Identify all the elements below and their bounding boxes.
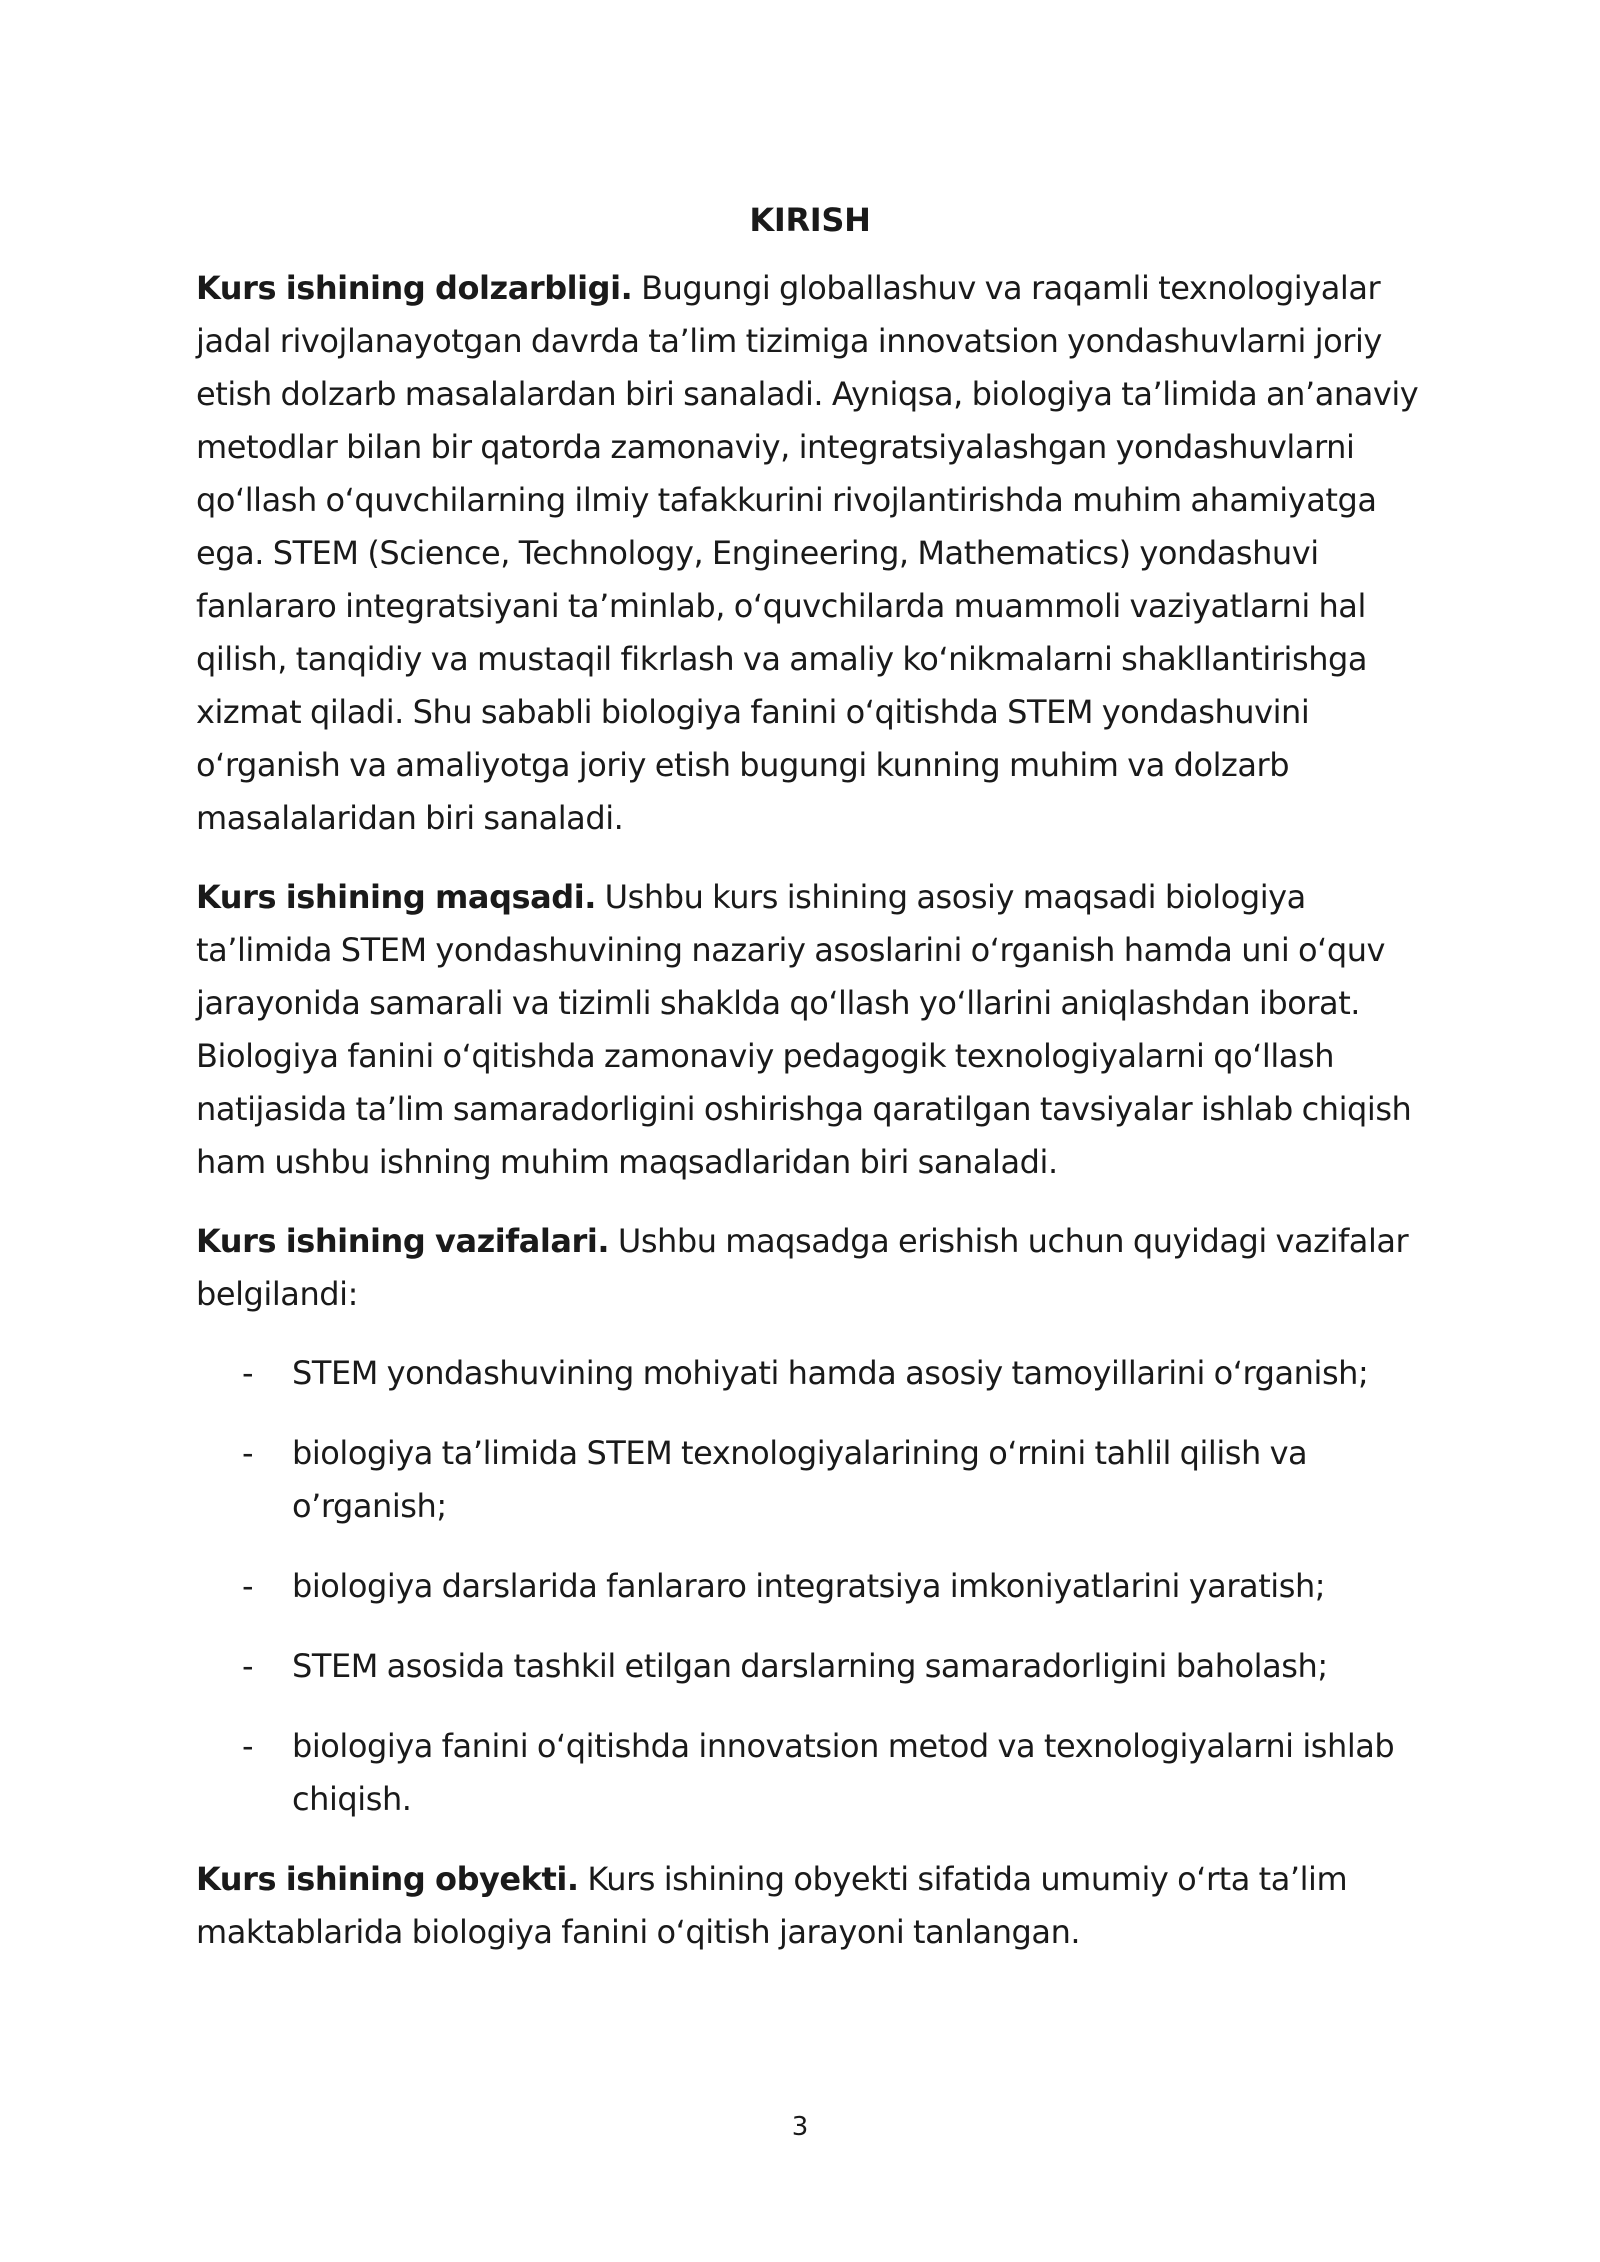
goal-text: Ushbu kurs ishining asosiy maqsadi biologiya ta’limida STEM yondashuvining nazariy asoslarini o‘rganish hamda uni o‘quv jarayonida samarali va tizimli shaklda qo‘llash yo‘llarini aniqlashdan iborat. Biologiya fanini o‘qitishda zamonaviy pedagogik texnologiyalarni qo‘llash natijasida ta’lim samaradorligini oshirishga qaratilgan tavsiyalar ishlab chiqish ham ushbu ishning muhim maqsadlaridan biri sanaladi. (196, 878, 1412, 1181)
list-dash: - (242, 1647, 254, 1685)
list-item-text: biologiya ta’limida STEM texnologiyalarining o‘rnini tahlil qilish va o’rganish; (292, 1434, 1308, 1525)
list-item (196, 1560, 1424, 1613)
list-item (196, 1347, 1424, 1400)
list-dash: - (242, 1567, 254, 1605)
list-item-text: STEM asosida tashkil etilgan darslarning samaradorligini baholash; (292, 1647, 1328, 1685)
list-dash: - (242, 1434, 254, 1472)
list-item-text: STEM yondashuvining mohiyati hamda asosiy tamoyillarini o‘rganish; (292, 1354, 1369, 1392)
list-dash: - (242, 1354, 254, 1392)
list-item (196, 1640, 1424, 1693)
tasks-intro-text: Ushbu maqsadga erishish uchun quyidagi vazifalar belgilandi: (196, 1222, 1409, 1313)
page-number: 3 (791, 2112, 809, 2142)
list-dash: - (242, 1727, 254, 1765)
list-item (196, 1427, 1424, 1533)
relevance-paragraph (196, 262, 1424, 845)
object-label: Kurs ishining obyekti. (196, 1860, 579, 1898)
tasks-paragraph (196, 1215, 1424, 1321)
object-text: Kurs ishining obyekti sifatida umumiy o‘rta ta’lim maktablarida biologiya fanini o‘qitish jarayoni tanlangan. (196, 1860, 1348, 1951)
relevance-label: Kurs ishining dolzarbligi. (196, 269, 633, 307)
goal-label: Kurs ishining maqsadi. (196, 878, 596, 916)
relevance-text: Bugungi globallashuv va raqamli texnologiyalar jadal rivojlanayotgan davrda ta’lim tizimiga innovatsion yondashuvlarni joriy etish dolzarb masalalardan biri sanaladi. Ayniqsa, biologiya ta’limida an’anaviy metodlar bilan bir qatorda zamonaviy, integratsiyalashgan yondashuvlarni qo‘llash o‘quvchilarning ilmiy tafakkurini rivojlantirishda muhim ahamiyatga ega. STEM (Science, Technology, Engineering, Mathematics) yondashuvi fanlararo integratsiyani ta’minlab, o‘quvchilarda muammoli vaziyatlarni hal qilish, tanqidiy va mustaqil fikrlash va amaliy ko‘nikmalarni shakllantirishga xizmat qiladi. Shu sababli biologiya fanini o‘qitishda STEM yondashuvini o‘rganish va amaliyotga joriy etish bugungi kunning muhim va dolzarb masalalaridan biri sanaladi. (196, 269, 1419, 837)
tasks-list (196, 1347, 1424, 1826)
page-content (196, 196, 1424, 1985)
object-paragraph (196, 1853, 1424, 1959)
page-title: KIRISH (749, 201, 871, 239)
list-item-text: biologiya darslarida fanlararo integratsiya imkoniyatlarini yaratish; (292, 1567, 1326, 1605)
list-item-text: biologiya fanini o‘qitishda innovatsion metod va texnologiyalarni ishlab chiqish. (292, 1727, 1395, 1818)
goal-paragraph (196, 871, 1424, 1189)
list-item (196, 1720, 1424, 1826)
tasks-label: Kurs ishining vazifalari. (196, 1222, 610, 1260)
